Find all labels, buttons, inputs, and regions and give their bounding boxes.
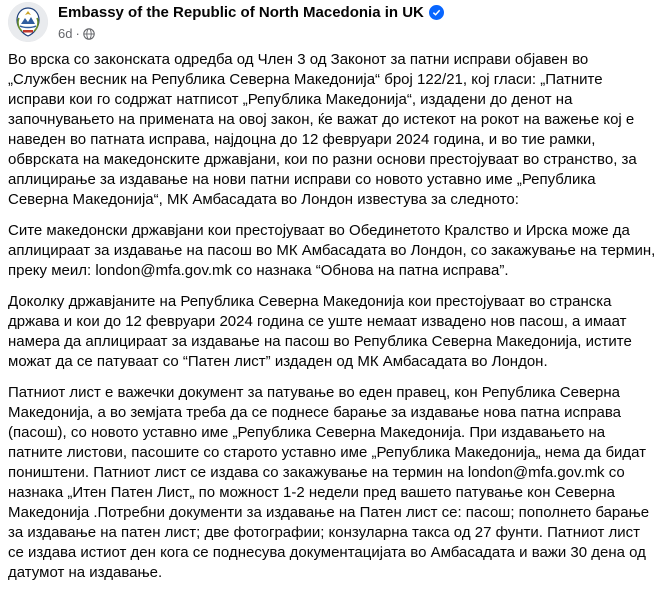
page-name-text[interactable]: Embassy of the Republic of North Macedonia in UK <box>58 4 424 21</box>
page-name[interactable] <box>58 4 444 21</box>
meta-separator: · <box>75 26 80 41</box>
verified-badge-icon <box>429 5 444 20</box>
page-avatar[interactable] <box>8 2 48 42</box>
post-paragraph: Патниот лист е важечки документ за патување во еден правец, кон Република Северна Македонија, а во земјата треба да се поднесе барање за издавање нова патна исправа (пасош), со новото уставно име „Република Северна Македонија. При издавањето на патните листови, пасошите со старото уставно име „Република Македонија„ нема да бидат поништени. Патниот лист се издава со закажување на термин на london@mfa.gov.mk со назнака „Итен Патен Лист„ по можност 1-2 недели пред вашето патување кон Северна Македонија .Потребни документи за издавање на Патен лист се: пасош; пополнето барање за издавање на патен лист; две фотографии; конзуларна такса од 27 фунти. Патниот лист се издава истиот ден кога се поднесува документацијата во Амбасадата и важи 30 дена од датумот на издавање. <box>8 384 650 581</box>
post-meta <box>58 26 95 41</box>
post-time[interactable]: 6d <box>58 26 73 41</box>
coat-of-arms-logo <box>8 2 48 42</box>
post-paragraph: Во врска со законската одредба од Член 3 од Законот за патни исправи објавен во „Службен весник на Република Северна Македонија“ број 122/21, кој гласи: „Патните исправи кои го содржат натписот „Република Македонија“, издадени до денот на започнувањето на примената на овој закон, ќе важат до истекот на рокот на важење кој е наведен во патната исправа, најдоцна до 12 февруари 2024 година, и во тие рамки, обврската на македонските државјани, кои по разни основи престојуваат во странство, за аплицирање за издавање на нови патни исправи со новото уставно име „Република Северна Македонија“, МК Амбасадата во Лондон известува за следното: <box>8 51 637 208</box>
post-paragraph: Сите македонски државјани кои престојуваат во Обединетото Кралство и Ирска може да аплицираат за издавање на пасош во МК Амбасадата во Лондон, со закажување на термин, преку меил: london@mfa.gov.mk со назнака “Обнова на патна исправа”. <box>8 222 656 279</box>
globe-icon <box>83 28 95 40</box>
post-header <box>8 2 658 46</box>
post-body <box>8 50 658 594</box>
post-paragraph: Доколку државјаните на Република Северна Македонија кои престојуваат во странска држава и кои до 12 февруари 2024 година се уште немаат извадено нов пасош, а имаат намера да аплицираат за издавање на пасош во Република Северна Македонија, истите можат да се патуваат со “Патен лист” издаден од МК Амбасадата во Лондон. <box>8 293 632 370</box>
